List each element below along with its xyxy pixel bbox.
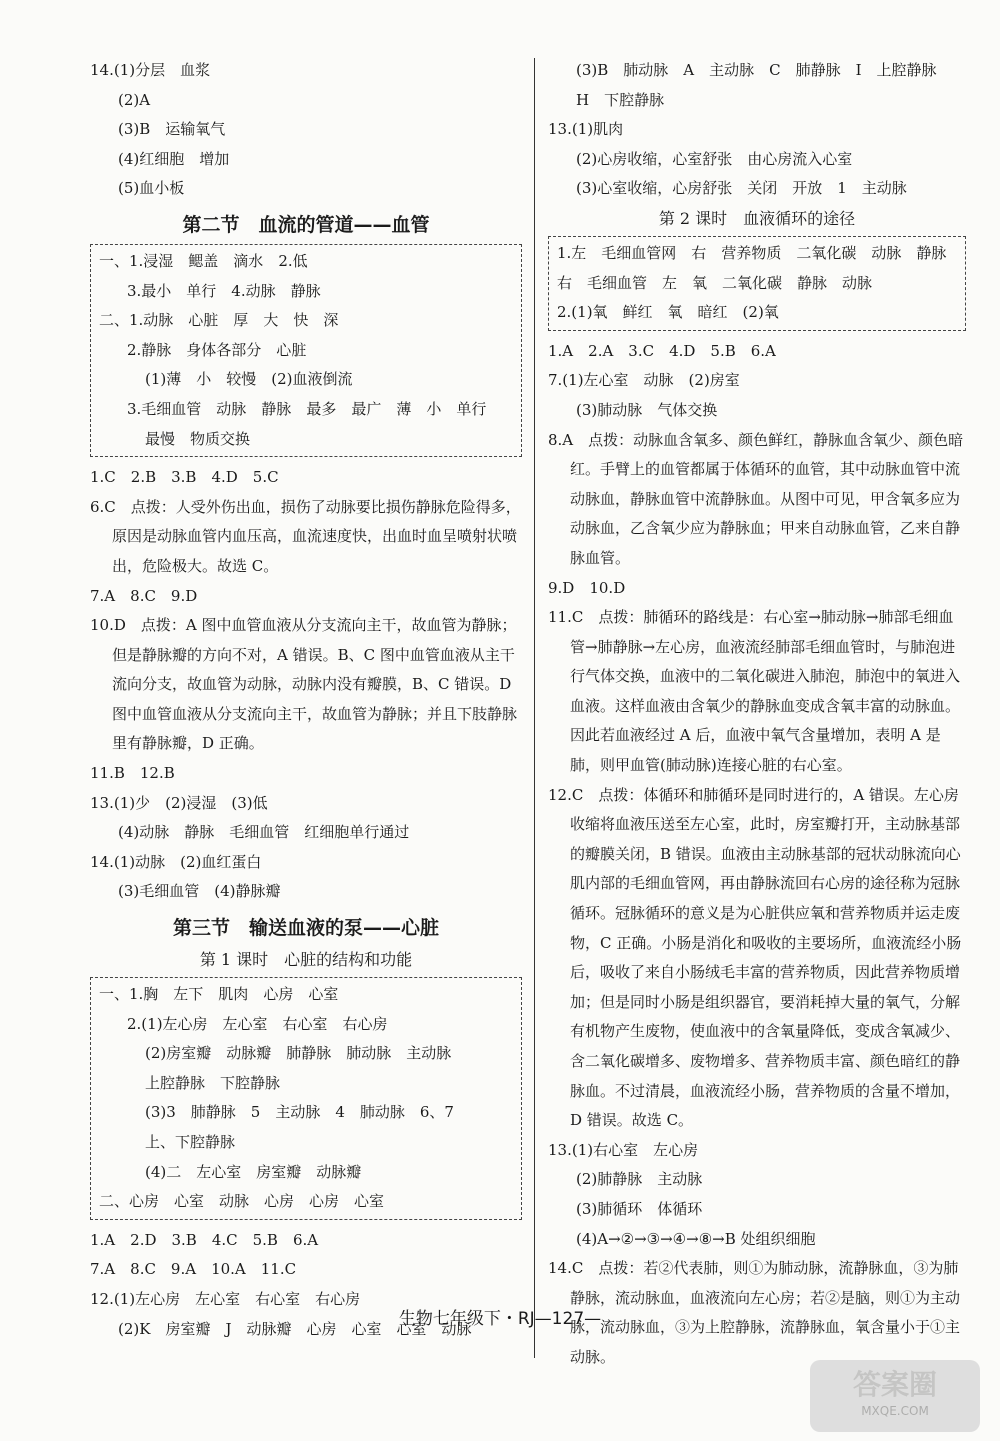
box-line: (1)薄 小 较慢 (2)血液倒流 bbox=[145, 370, 353, 389]
answer-line: 11.B 12.B bbox=[90, 764, 175, 783]
watermark-logo bbox=[810, 1360, 980, 1432]
answer-line: H 下腔静脉 bbox=[576, 90, 665, 109]
box-line: 3.最小 单行 4.动脉 静脉 bbox=[127, 281, 321, 300]
answer-line: 7.(1)左心室 动脉 (2)房室 bbox=[548, 371, 740, 390]
box-line: 2.静脉 身体各部分 心脏 bbox=[127, 340, 307, 359]
answer-line: (3)B 肺动脉 A 主动脉 C 肺静脉 I 上腔静脉 bbox=[576, 61, 937, 79]
watermark-url: MXQE.COM bbox=[861, 1404, 929, 1418]
answer-line: (3)肺动脉 气体交换 bbox=[576, 400, 718, 419]
answer-line: (3)心室收缩，心房舒张 关闭 开放 1 主动脉 bbox=[576, 179, 907, 198]
box-line: 2.(1)左心房 左心室 右心室 右心房 bbox=[127, 1014, 388, 1033]
answer-line: 13.(1)右心室 左心房 bbox=[548, 1140, 699, 1159]
answer-box bbox=[90, 244, 522, 457]
section-title: 第二节 血流的管道——血管 bbox=[182, 213, 430, 236]
answer-line: (2)K 房室瓣 J 动脉瓣 心房 心室 心室 动脉 bbox=[118, 1319, 472, 1338]
answer-line: 14.(1)分层 血浆 bbox=[90, 61, 211, 79]
box-line: (3)3 肺静脉 5 主动脉 4 肺动脉 6、7 bbox=[145, 1103, 454, 1122]
answer-line: (3)肺循环 体循环 bbox=[576, 1199, 703, 1218]
box-line: 一、1.浸湿 鳃盖 滴水 2.低 bbox=[99, 251, 308, 270]
answer-line: (4)A→②→③→④→⑧→B 处组织细胞 bbox=[576, 1229, 816, 1248]
explanation: 8.A 点拨：动脉血含氧多、颜色鲜红，静脉血含氧少、颜色暗红。手臂上的血管都属于体循环的血管，其中动脉血管中流动脉血，静脉血管中流静脉血。从图中可见，甲含氧多应为动脉血，乙含氧少应为静脉血；甲来自动脉血管，乙来自静脉血管。 bbox=[548, 430, 964, 567]
answer-line: 12.(1)左心房 左心室 右心室 右心房 bbox=[90, 1289, 361, 1308]
lesson-subtitle: 第 2 课时 血液循环的途径 bbox=[658, 208, 856, 228]
box-line: 3.毛细血管 动脉 静脉 最多 最广 薄 小 单行 bbox=[127, 399, 487, 418]
answer-line: (4)红细胞 增加 bbox=[118, 149, 230, 168]
column-divider bbox=[534, 58, 535, 1358]
answer-line: 13.(1)少 (2)浸湿 (3)低 bbox=[90, 793, 268, 812]
explanation: 10.D 点拨：A 图中血管血液从分支流向主干，故血管为静脉；但是静脉瓣的方向不对，A 错误。B、C 图中血管血液从主干流向分支，故血管为动脉，动脉内没有瓣膜，B、C 错误。D 图中血管血液从分支流向主干，故血管为静脉；并且下肢静脉里有静脉瓣，D 正确。 bbox=[90, 616, 518, 753]
box-line: 一、1.胸 左下 肌肉 心房 心室 bbox=[99, 985, 339, 1004]
explanation: 6.C 点拨：人受外伤出血，损伤了动脉要比损伤静脉危险得多，原因是动脉血管内血压高，血流速度快，出血时血呈喷射状喷出，危险极大。故选 C。 bbox=[90, 497, 521, 575]
box-line: 右 毛细血管 左 氧 二氧化碳 静脉 动脉 bbox=[557, 273, 873, 292]
box-line: 二、1.动脉 心脏 厚 大 快 深 bbox=[99, 311, 339, 330]
explanation: 12.C 点拨：体循环和肺循环是同时进行的，A 错误。左心房收缩将血液压送至左心室，此时，房室瓣打开，主动脉基部的瓣膜关闭，B 错误。血液由主动脉基部的冠状动脉流向心肌内部的毛细血管网，再由静脉流回右心房的途径称为冠脉循环。冠脉循环的意义是为心脏供应氧和营养物质并运走废物，C 正确。小肠是消化和吸收的主要场所，血液流经小肠后，吸收了来自小肠绒毛丰富的营养物质，因此营养物质增加；但是同时小肠是组织器官，要消耗掉大量的氧气，分解有机物产生废物，使血液中的含氧量降低，变成含氧减少、含二氧化碳增多、废物增多、营养物质丰富、颜色暗红的静脉血。不过清晨，血液流经小肠，营养物质的含量不增加，D 错误。故选 C。 bbox=[548, 785, 962, 1130]
answer-line: (4)动脉 静脉 毛细血管 红细胞单行通过 bbox=[118, 823, 410, 842]
box-line: 1.左 毛细血管网 右 营养物质 二氧化碳 动脉 静脉 bbox=[557, 243, 947, 262]
box-line: 二、心房 心室 动脉 心房 心房 心室 bbox=[99, 1192, 385, 1211]
answer-line: (2)肺静脉 主动脉 bbox=[576, 1170, 703, 1189]
answer-box bbox=[548, 236, 966, 331]
answer-line: (2)心房收缩，心室舒张 由心房流入心室 bbox=[576, 149, 853, 168]
box-line: 上、下腔静脉 bbox=[145, 1133, 236, 1151]
explanation: 14.C 点拨：若②代表肺，则①为肺动脉，流静脉血，③为肺静脉，流动脉血，血液流向左心房；若②是脑，则①为主动脉，流动脉血，③为上腔静脉，流静脉血，氧含量小于①主动脉。 bbox=[548, 1259, 961, 1366]
left-column bbox=[90, 56, 522, 1344]
page-footer: 生物七年级下・RJ—127— bbox=[398, 1309, 602, 1329]
answer-line: (3)B 运输氧气 bbox=[118, 120, 226, 139]
box-line: (4)二 左心室 房室瓣 动脉瓣 bbox=[145, 1162, 362, 1181]
answer-line: 9.D 10.D bbox=[548, 578, 626, 597]
section-title: 第三节 输送血液的泵——心脏 bbox=[172, 917, 439, 940]
explanation: 11.C 点拨：肺循环的路线是：右心室→肺动脉→肺部毛细血管→肺静脉→左心房，血液流经肺部毛细血管时，与肺泡进行气体交换，血液中的二氧化碳进入肺泡，肺泡中的氧进入血液。这样血液由含氧少的静脉血变成含氧丰富的动脉血。因此若血液经过 A 后，血液中氧气含量增加，表明 A 是肺，则甲血管(肺动脉)连接心脏的右心室。 bbox=[548, 608, 961, 775]
answer-line: 1.C 2.B 3.B 4.D 5.C bbox=[90, 468, 279, 487]
answer-line: (2)A bbox=[118, 90, 151, 109]
answer-line: (3)毛细血管 (4)静脉瓣 bbox=[118, 882, 281, 901]
answer-line: 14.(1)动脉 (2)血红蛋白 bbox=[90, 852, 262, 871]
watermark-title: 答案圈 bbox=[852, 1368, 937, 1401]
box-line: 上腔静脉 下腔静脉 bbox=[145, 1073, 281, 1092]
right-column bbox=[548, 56, 966, 1373]
lesson-subtitle: 第 1 课时 心脏的结构和功能 bbox=[199, 950, 413, 970]
box-line: 最慢 物质交换 bbox=[145, 429, 251, 448]
answer-line: 1.A 2.D 3.B 4.C 5.B 6.A bbox=[90, 1230, 319, 1249]
answer-line: 7.A 8.C 9.D bbox=[90, 586, 198, 605]
box-line: 2.(1)氧 鲜红 氧 暗红 (2)氧 bbox=[557, 303, 779, 322]
box-line: (2)房室瓣 动脉瓣 肺静脉 肺动脉 主动脉 bbox=[145, 1044, 452, 1063]
answer-line: (5)血小板 bbox=[118, 179, 185, 198]
answer-line: 13.(1)肌肉 bbox=[548, 120, 624, 139]
answer-line: 1.A 2.A 3.C 4.D 5.B 6.A bbox=[548, 341, 776, 360]
answer-line: 7.A 8.C 9.A 10.A 11.C bbox=[90, 1260, 297, 1279]
answer-box bbox=[90, 977, 522, 1220]
